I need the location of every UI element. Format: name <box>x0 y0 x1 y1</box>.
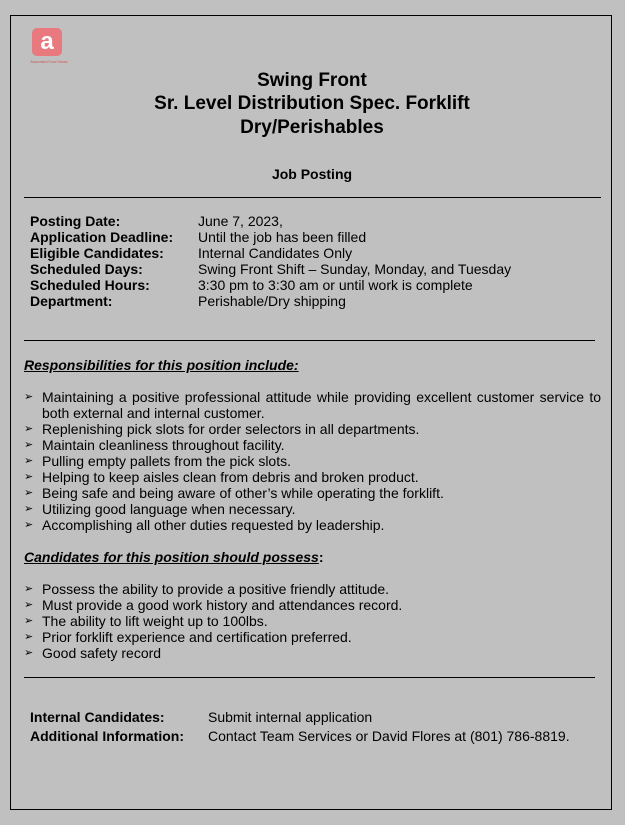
arrow-bullet-icon: ➢ <box>24 615 34 627</box>
job-posting-subtitle: Job Posting <box>271 166 353 182</box>
candidates-heading: Candidates for this position should possess: <box>24 549 324 565</box>
list-item: ➢ The ability to lift weight up to 100lbs. <box>24 613 268 629</box>
footer-label: Internal Candidates: <box>30 709 165 725</box>
logo-icon: a <box>32 28 62 56</box>
responsibilities-list <box>24 389 601 533</box>
detail-value: Swing Front Shift – Sunday, Monday, and Tuesday <box>198 261 512 277</box>
detail-label: Scheduled Days: <box>30 261 143 277</box>
list-item: ➢ Accomplishing all other duties requested by leadership. <box>24 517 385 533</box>
detail-value: 3:30 pm to 3:30 am or until work is complete <box>198 277 473 293</box>
arrow-bullet-icon: ➢ <box>24 583 34 595</box>
detail-value: Internal Candidates Only <box>198 245 353 261</box>
candidates-list <box>24 581 601 661</box>
responsibilities-heading: Responsibilities for this position include: <box>24 357 299 373</box>
list-item: ➢ Replenishing pick slots for order selectors in all departments. <box>24 421 420 437</box>
detail-value: Perishable/Dry shipping <box>198 293 346 309</box>
arrow-bullet-icon: ➢ <box>24 631 34 643</box>
footer-value: Submit internal application <box>208 709 373 725</box>
list-item: ➢ Being safe and being aware of other’s while operating the forklift. <box>24 485 444 501</box>
footer-value: Contact Team Services or David Flores at (801) 786-8819. <box>208 728 570 744</box>
arrow-bullet-icon: ➢ <box>24 503 34 515</box>
divider-bottom <box>24 677 595 678</box>
detail-value: June 7, 2023, <box>198 213 283 229</box>
detail-label: Scheduled Hours: <box>30 277 150 293</box>
detail-label: Application Deadline: <box>30 229 174 245</box>
divider-top <box>24 197 601 198</box>
title-line-1: Swing Front <box>257 70 367 91</box>
detail-label: Eligible Candidates: <box>30 245 164 261</box>
footer-label: Additional Information: <box>30 728 184 744</box>
list-item: ➢ Must provide a good work history and attendances record. <box>24 597 403 613</box>
list-item: ➢ Pulling empty pallets from the pick slots. <box>24 453 291 469</box>
logo-caption: Associated Food Stores <box>30 60 68 64</box>
arrow-bullet-icon: ➢ <box>24 423 34 435</box>
arrow-bullet-icon: ➢ <box>24 439 34 451</box>
company-logo <box>22 27 76 69</box>
title-line-2: Sr. Level Distribution Spec. Forklift <box>154 93 470 114</box>
list-item: ➢ Maintain cleanliness throughout facility. <box>24 437 285 453</box>
detail-label: Posting Date: <box>30 213 121 229</box>
divider-middle <box>24 340 595 341</box>
detail-value: Until the job has been filled <box>198 229 367 245</box>
arrow-bullet-icon: ➢ <box>24 471 34 483</box>
list-item: ➢ Good safety record <box>24 645 162 661</box>
arrow-bullet-icon: ➢ <box>24 455 34 467</box>
detail-label: Department: <box>30 293 113 309</box>
arrow-bullet-icon: ➢ <box>24 647 34 659</box>
arrow-bullet-icon: ➢ <box>24 599 34 611</box>
arrow-bullet-icon: ➢ <box>24 391 34 403</box>
arrow-bullet-icon: ➢ <box>24 487 34 499</box>
list-item: ➢ Prior forklift experience and certification preferred. <box>24 629 352 645</box>
list-item: ➢ Utilizing good language when necessary. <box>24 501 296 517</box>
list-item: ➢ Helping to keep aisles clean from debris and broken product. <box>24 469 419 485</box>
arrow-bullet-icon: ➢ <box>24 519 34 531</box>
title-line-3: Dry/Perishables <box>240 117 384 138</box>
list-item: ➢ Maintaining a positive professional attitude while providing excellent customer service to both external and internal customer. <box>24 389 601 421</box>
list-item: ➢ Possess the ability to provide a positive friendly attitude. <box>24 581 390 597</box>
